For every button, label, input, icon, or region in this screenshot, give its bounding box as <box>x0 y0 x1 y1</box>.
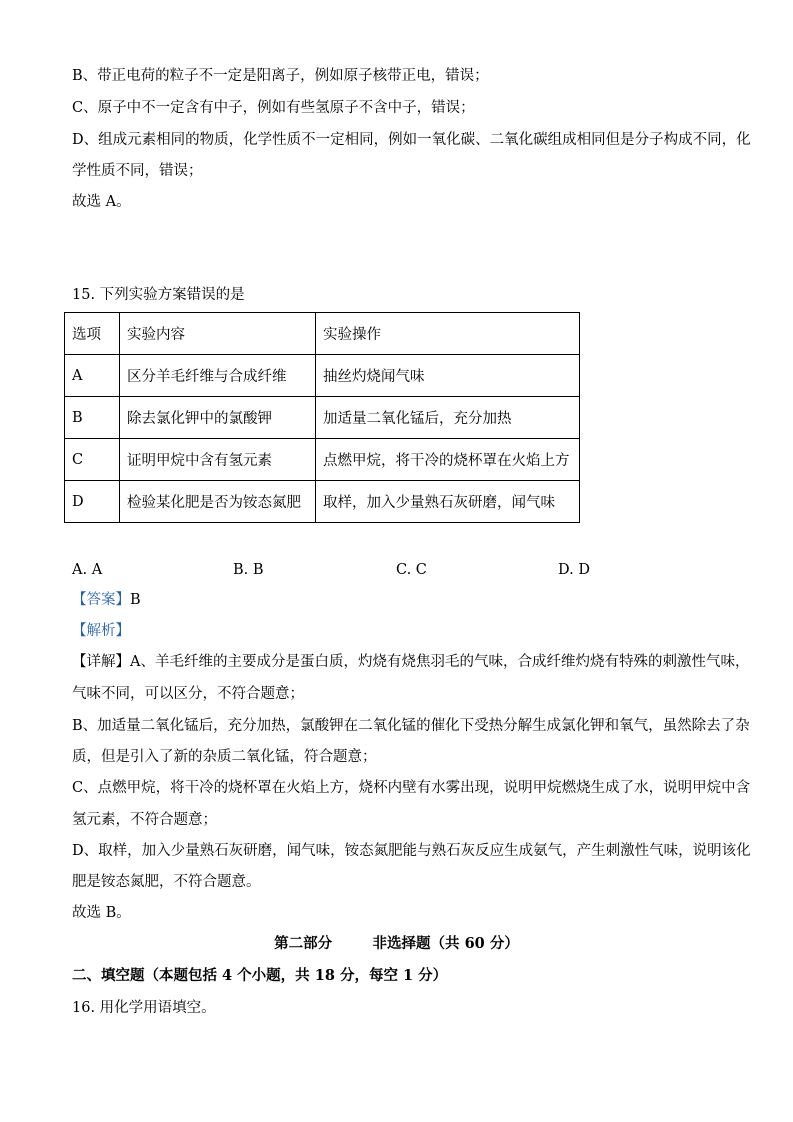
table-cell: A <box>65 355 120 397</box>
option-a: A. A <box>72 562 103 578</box>
header-option: 选项 <box>65 313 120 355</box>
answer-tag: 【答案】 <box>72 592 130 608</box>
option-c: C. C <box>396 562 427 578</box>
table-cell: 抽丝灼烧闻气味 <box>316 355 580 397</box>
explanation-line-b: B、带正电荷的粒子不一定是阳离子，例如原子核带正电，错误； <box>72 68 489 84</box>
table-row <box>65 397 580 439</box>
table-cell: 检验某化肥是否为铵态氮肥 <box>120 481 316 523</box>
table-cell: 除去氯化钾中的氯酸钾 <box>120 397 316 439</box>
explanation-line-d1: D、组成元素相同的物质，化学性质不一定相同，例如一氧化碳、二氧化碳组成相同但是分子构成不同，化 <box>72 132 751 148</box>
header-operation: 实验操作 <box>316 313 580 355</box>
detail-line: D、取样，加入少量熟石灰研磨，闻气味，铵态氮肥能与熟石灰反应生成氨气，产生刺激性气味，说明该化 <box>72 843 751 859</box>
option-d: D. D <box>558 562 590 578</box>
final-answer: 故选 B。 <box>72 905 131 921</box>
table-cell: B <box>65 397 120 439</box>
detail-tag: 【详解】 <box>72 654 130 670</box>
table-row <box>65 481 580 523</box>
previous-answer: 故选 A。 <box>72 194 131 210</box>
detail-line: B、加适量二氧化锰后，充分加热，氯酸钾在二氧化锰的催化下受热分解生成氯化钾和氧气，虽然除去了杂 <box>72 718 750 734</box>
table-header-row <box>65 313 580 355</box>
part-two-heading: 第二部分 非选择题（共 60 分） <box>274 935 519 952</box>
explanation-line-c: C、原子中不一定含有中子，例如有些氢原子不含中子，错误； <box>72 100 475 116</box>
table-cell: C <box>65 439 120 481</box>
table-cell: 证明甲烷中含有氢元素 <box>120 439 316 481</box>
table-row <box>65 439 580 481</box>
answer-value: B <box>130 592 141 608</box>
question-15-stem: 15. 下列实验方案错误的是 <box>72 287 245 303</box>
answer-line <box>72 590 141 610</box>
detail-line: 质，但是引入了新的杂质二氧化锰，符合题意； <box>72 749 377 765</box>
option-b: B. B <box>233 562 264 578</box>
question-16-stem: 16. 用化学用语填空。 <box>72 1000 216 1016</box>
table-cell: D <box>65 481 120 523</box>
table-cell: 加适量二氧化锰后，充分加热 <box>316 397 580 439</box>
analysis-tag: 【解析】 <box>72 623 130 639</box>
table-cell: 取样，加入少量熟石灰研磨，闻气味 <box>316 481 580 523</box>
detail-line: C、点燃甲烷，将干冷的烧杯罩在火焰上方，烧杯内壁有水雾出现，说明甲烷燃烧生成了水，说明甲烷中含 <box>72 780 751 796</box>
detail-line: 气味不同，可以区分，不符合题意； <box>72 686 304 702</box>
experiment-table <box>64 312 580 523</box>
section-heading: 二、填空题（本题包括 4 个小题，共 18 分，每空 1 分） <box>72 967 448 984</box>
detail-line: 氢元素，不符合题意； <box>72 812 217 828</box>
table-cell: 区分羊毛纤维与合成纤维 <box>120 355 316 397</box>
explanation-line-d2: 学性质不同，错误； <box>72 163 203 179</box>
detail-line <box>72 652 749 672</box>
detail-text: A、羊毛纤维的主要成分是蛋白质，灼烧有烧焦羽毛的气味，合成纤维灼烧有特殊的刺激性气味， <box>130 654 750 670</box>
table-row <box>65 355 580 397</box>
header-content: 实验内容 <box>120 313 316 355</box>
detail-line: 肥是铵态氮肥，不符合题意。 <box>72 874 261 890</box>
table-cell: 点燃甲烷，将干冷的烧杯罩在火焰上方 <box>316 439 580 481</box>
